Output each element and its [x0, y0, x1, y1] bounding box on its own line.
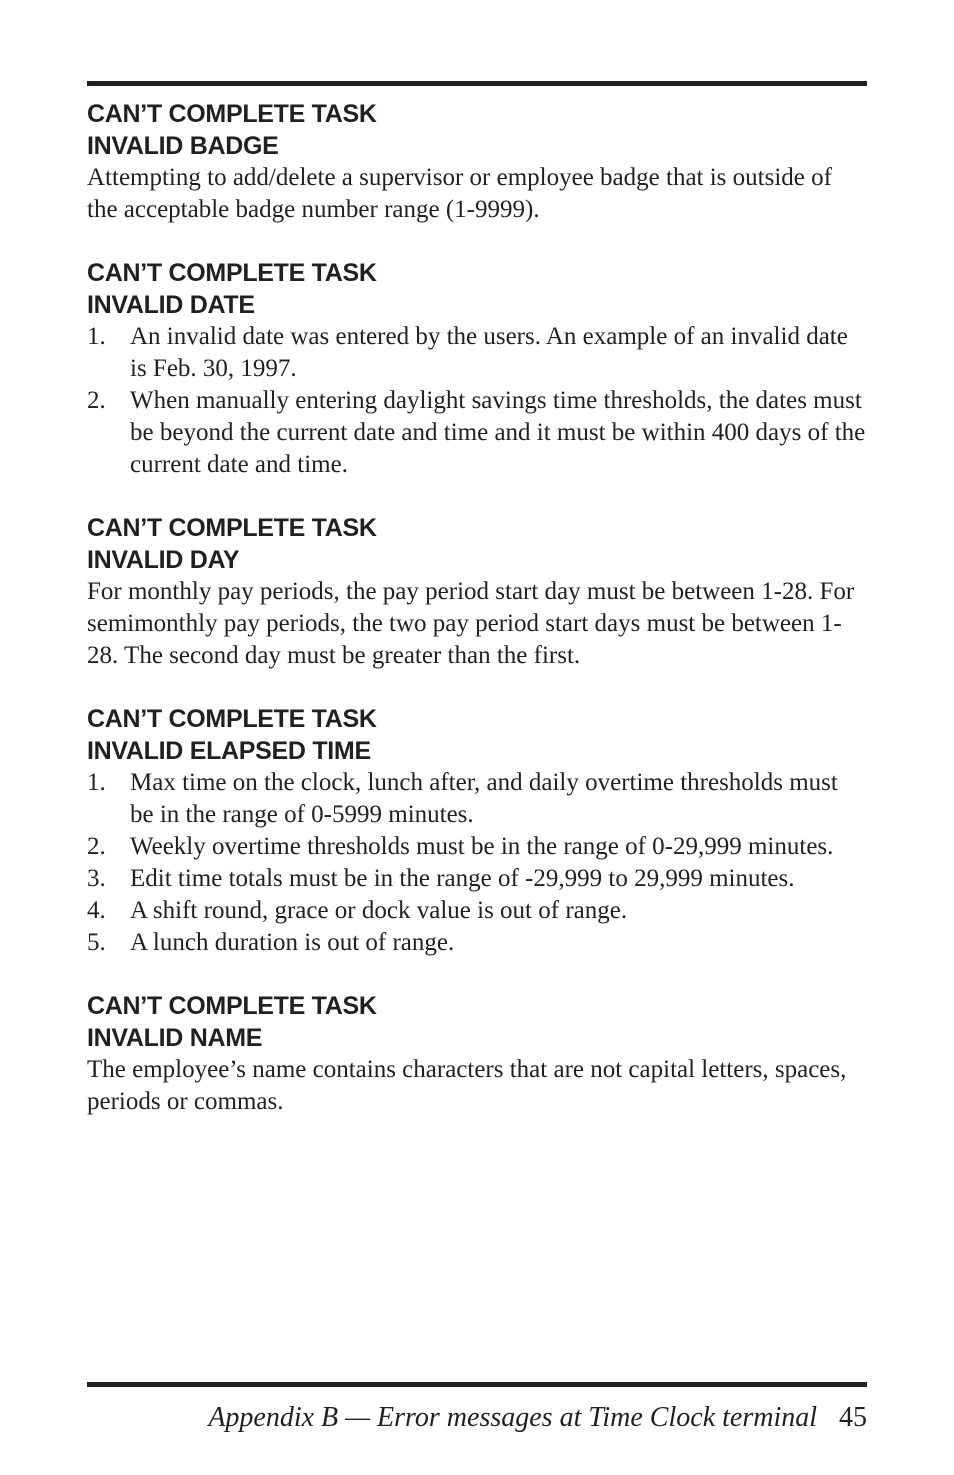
- list-item: [87, 321, 867, 385]
- list-item-text: Weekly overtime thresholds must be in the range of 0-29,999 minutes.: [130, 833, 834, 860]
- list-item-text: A shift round, grace or dock value is out of range.: [130, 897, 628, 924]
- section-invalid-day: [87, 512, 867, 672]
- section-heading: CAN’T COMPLETE TASK: [87, 514, 377, 542]
- section-subheading: INVALID BADGE: [87, 132, 279, 160]
- list-item-number: 4.: [87, 897, 106, 924]
- list-item-text: Edit time totals must be in the range of -29,999 to 29,999 minutes.: [130, 865, 795, 892]
- list-item-number: 2.: [87, 387, 106, 414]
- list-item-text: Max time on the clock, lunch after, and daily overtime thresholds must be in the range of 0-5999 minutes.: [130, 769, 838, 828]
- section-invalid-badge: [87, 98, 867, 226]
- page-footer: [208, 1398, 867, 1438]
- list-item-text: A lunch duration is out of range.: [130, 929, 455, 956]
- list-item: [87, 385, 867, 481]
- top-rule: [87, 81, 867, 86]
- list-item: [87, 895, 867, 927]
- list-item-number: 1.: [87, 323, 106, 350]
- list-item: [87, 831, 867, 863]
- section-paragraph: Attempting to add/delete a supervisor or employee badge that is outside of the acceptable badge number range (1-9999).: [87, 164, 832, 223]
- section-invalid-elapsed-time: [87, 703, 867, 959]
- section-subheading: INVALID ELAPSED TIME: [87, 737, 371, 765]
- section-subheading: INVALID DAY: [87, 546, 240, 574]
- list-item-number: 1.: [87, 769, 106, 796]
- list-item-number: 5.: [87, 929, 106, 956]
- numbered-list: [87, 767, 867, 959]
- list-item-number: 2.: [87, 833, 106, 860]
- section-invalid-date: [87, 257, 867, 481]
- list-item-text: When manually entering daylight savings time thresholds, the dates must be beyond the current date and time and it must be within 400 days of the current date and time.: [130, 387, 866, 478]
- section-heading: CAN’T COMPLETE TASK: [87, 992, 377, 1020]
- list-item: [87, 767, 867, 831]
- list-item: [87, 863, 867, 895]
- section-heading: CAN’T COMPLETE TASK: [87, 100, 377, 128]
- section-invalid-name: [87, 990, 867, 1118]
- section-heading: CAN’T COMPLETE TASK: [87, 259, 377, 287]
- section-subheading: INVALID DATE: [87, 291, 255, 319]
- page-content: [87, 98, 867, 1149]
- footer-title: Appendix B — Error messages at Time Clock terminal: [208, 1402, 817, 1433]
- section-paragraph: For monthly pay periods, the pay period start day must be between 1-28. For semimonthly pay periods, the two pay period start days must be between 1-28. The second day must be greater than the first.: [87, 578, 855, 669]
- list-item-text: An invalid date was entered by the users. An example of an invalid date is Feb. 30, 1997.: [130, 323, 848, 382]
- section-subheading: INVALID NAME: [87, 1024, 263, 1052]
- page-number: 45: [839, 1402, 867, 1433]
- numbered-list: [87, 321, 867, 481]
- list-item: [87, 927, 867, 959]
- section-heading: CAN’T COMPLETE TASK: [87, 705, 377, 733]
- section-paragraph: The employee’s name contains characters that are not capital letters, spaces, periods or commas.: [87, 1056, 847, 1115]
- list-item-number: 3.: [87, 865, 106, 892]
- bottom-rule: [87, 1382, 867, 1387]
